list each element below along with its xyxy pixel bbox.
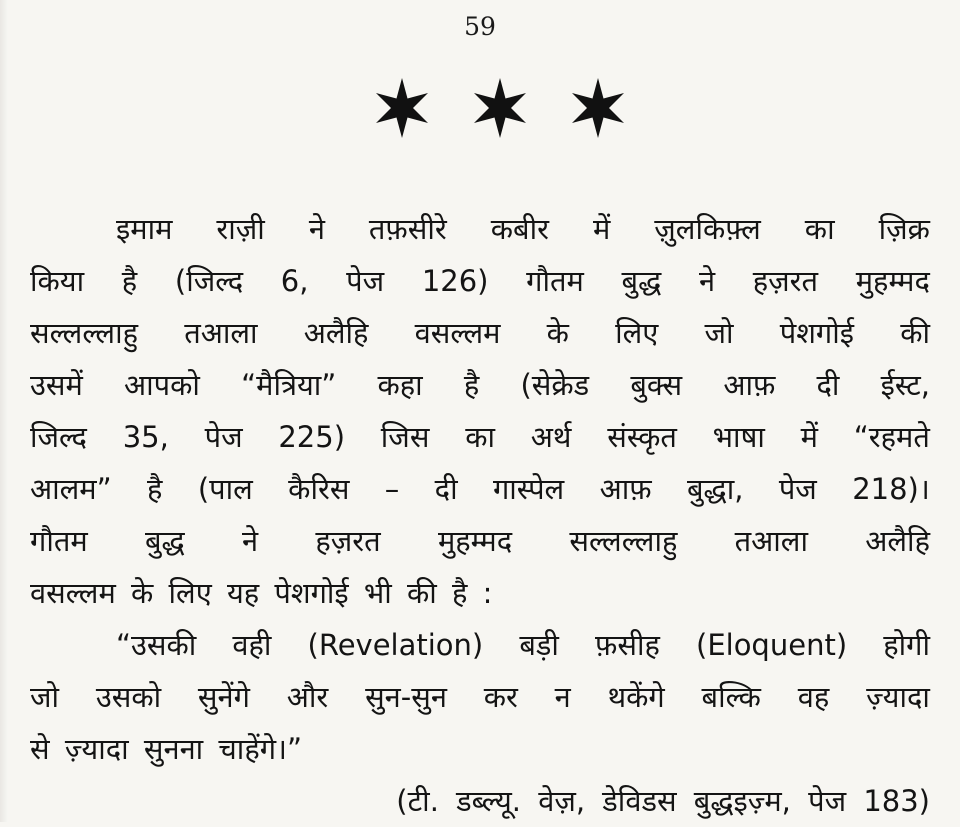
word: हज़रत — [752, 264, 819, 298]
word: तआला — [734, 524, 808, 558]
word: आपको — [124, 368, 200, 402]
word: आलम” — [30, 472, 112, 506]
word: (Revelation) — [307, 628, 484, 662]
word: कहा — [377, 368, 423, 402]
word: 218)। — [852, 472, 930, 506]
word: भाषा — [712, 420, 765, 454]
word: ने — [241, 524, 259, 558]
word: है — [463, 368, 480, 402]
word: होगी — [883, 628, 930, 662]
word: सुन-सुन — [365, 680, 447, 714]
word: हज़रत — [315, 524, 381, 558]
text-line — [30, 411, 930, 463]
word: ने — [698, 264, 716, 298]
text-line — [30, 307, 930, 359]
word: तआला — [184, 316, 258, 350]
word: फ़सीह — [595, 628, 660, 662]
word: अलैहि — [865, 524, 930, 558]
text-line: वसल्लम के लिए यह पेशगोई भी की है : — [30, 576, 493, 610]
word: गौतम — [526, 264, 584, 298]
word: “रहमते — [853, 420, 930, 454]
word: का — [465, 420, 495, 454]
word: ईस्ट, — [880, 368, 930, 402]
quote-line: से ज़्यादा सुनना चाहेंगे।” — [30, 732, 303, 766]
word: जो — [704, 316, 734, 350]
word: में — [800, 420, 818, 454]
word: वही — [232, 628, 272, 662]
word: का — [804, 212, 835, 246]
word: जिस — [380, 420, 430, 454]
word: आफ़ — [599, 472, 652, 506]
word: “उसकी — [116, 628, 197, 662]
word: (पाल — [197, 472, 253, 506]
word: गौतम — [30, 524, 88, 558]
word: अर्थ — [530, 420, 572, 454]
word: बुद्धा, — [686, 472, 744, 506]
word: उसमें — [30, 368, 83, 402]
word: बल्कि — [701, 680, 761, 714]
body-text — [30, 203, 930, 827]
word: अलैहि — [303, 316, 369, 350]
word: वसल्लम — [414, 316, 501, 350]
word: जिल्द — [30, 420, 87, 454]
word: कैरिस — [288, 472, 350, 506]
word: “मैत्रिया” — [241, 368, 337, 402]
text-line — [30, 515, 930, 567]
word: 35, — [122, 420, 169, 454]
word: 225) — [278, 420, 346, 454]
quote-line — [30, 671, 930, 723]
word: इमाम — [116, 212, 173, 246]
word: पेशगोई — [779, 316, 855, 350]
star-ornament — [370, 76, 630, 140]
word: दी — [816, 368, 840, 402]
text-line — [30, 203, 930, 255]
word: मुहम्मद — [855, 264, 930, 298]
word: थकेंगे — [607, 680, 665, 714]
word: किया — [30, 264, 85, 298]
word: पेज — [204, 420, 243, 454]
word: गास्पेल — [492, 472, 565, 506]
word: उसको — [95, 680, 162, 714]
word: आफ़ — [723, 368, 776, 402]
word: (जिल्द — [174, 264, 244, 298]
citation: (टी. डब्ल्यू. वेज़, डेविडस बुद्धइज़्म, पेज 183) — [396, 784, 930, 818]
word: संस्कृत — [607, 420, 677, 454]
word: और — [286, 680, 329, 714]
word: दी — [434, 472, 458, 506]
six-point-star-icon — [468, 76, 532, 140]
word: ज़िक्र — [878, 212, 930, 246]
word: है — [121, 264, 138, 298]
word: कबीर — [490, 212, 549, 246]
page-number: 59 — [464, 12, 496, 41]
text-line — [30, 359, 930, 411]
word: राज़ी — [216, 212, 265, 246]
word: बुद्ध — [621, 264, 662, 298]
word: लिए — [615, 316, 659, 350]
word: पेज — [778, 472, 817, 506]
quote-line — [30, 619, 930, 671]
word: है — [147, 472, 163, 506]
text-line — [30, 255, 930, 307]
word: मुहम्मद — [437, 524, 513, 558]
word: के — [546, 316, 569, 350]
word: (सेक्रेड — [520, 368, 590, 402]
word: ज़्यादा — [866, 680, 930, 714]
word: सल्लल्लाहु — [569, 524, 678, 558]
word: न — [554, 680, 571, 714]
word: में — [592, 212, 611, 246]
word: तफ़सीरे — [368, 212, 447, 246]
word: की — [900, 316, 930, 350]
word: सल्लल्लाहु — [30, 316, 138, 350]
text-line — [30, 463, 930, 515]
word: वह — [797, 680, 830, 714]
six-point-star-icon — [370, 76, 434, 140]
word: जो — [30, 680, 60, 714]
word: बड़ी — [519, 628, 559, 662]
word: बुक्स — [630, 368, 683, 402]
word: बुद्ध — [144, 524, 185, 558]
word: पेज — [346, 264, 385, 298]
six-point-star-icon — [566, 76, 630, 140]
word: (Eloquent) — [696, 628, 848, 662]
word: – — [384, 472, 400, 506]
word: ज़ुलकिफ़्ल — [654, 212, 761, 246]
page-edge-shadow — [0, 0, 8, 822]
word: सुनेंगे — [197, 680, 250, 714]
word: 126) — [421, 264, 489, 298]
word: कर — [483, 680, 518, 714]
word: 6, — [280, 264, 309, 298]
word: ने — [308, 212, 325, 246]
